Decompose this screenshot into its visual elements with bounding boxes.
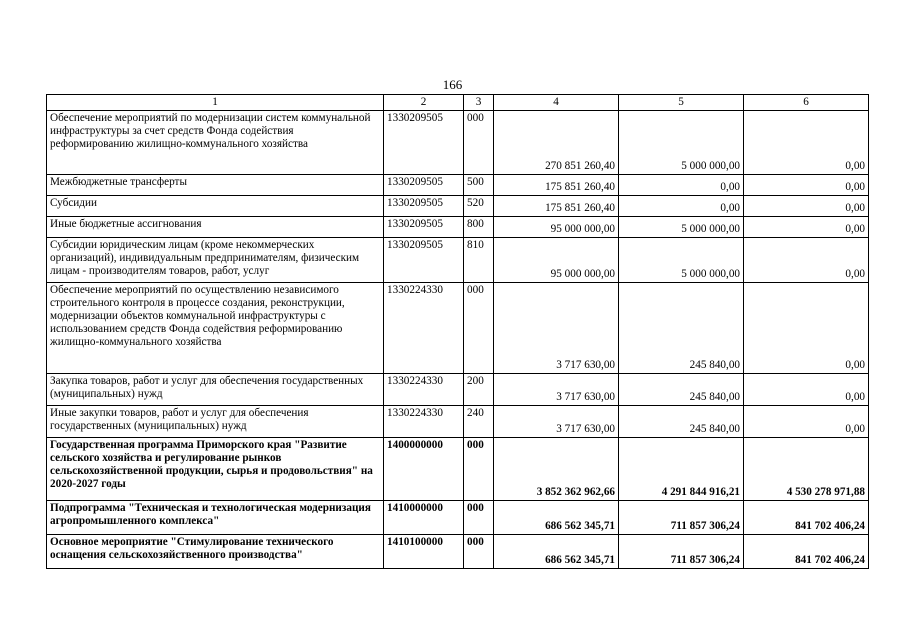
amount-col-6: 0,00 xyxy=(744,374,869,406)
amount-col-5: 4 291 844 916,21 xyxy=(619,438,744,501)
target-article-code: 1330209505 xyxy=(384,111,464,175)
column-header: 6 xyxy=(744,95,869,111)
row-name: Субсидии юридическим лицам (кроме некоммерческих организаций), индивидуальным предпринимателям, физическим лицам - производителям товаров, работ, услуг xyxy=(47,238,384,283)
amount-col-4: 3 717 630,00 xyxy=(494,406,619,438)
column-header: 4 xyxy=(494,95,619,111)
target-article-code: 1410100000 xyxy=(384,535,464,569)
amount-col-6: 841 702 406,24 xyxy=(744,501,869,535)
target-article-code: 1410000000 xyxy=(384,501,464,535)
amount-col-5: 711 857 306,24 xyxy=(619,535,744,569)
amount-col-5: 245 840,00 xyxy=(619,283,744,374)
page-number: 166 xyxy=(442,77,463,92)
expense-type-code: 000 xyxy=(464,535,494,569)
row-name: Иные бюджетные ассигнования xyxy=(47,217,384,238)
row-name: Обеспечение мероприятий по осуществлению независимого строительного контроля в процессе создания, реконструкции, модернизации объектов коммунальной инфраструктуры с использованием средств Фонда содействия реформированию жилищно-коммунального хозяйства xyxy=(47,283,384,374)
amount-col-5: 0,00 xyxy=(619,175,744,196)
row-name: Основное мероприятие "Стимулирование технического оснащения сельскохозяйственного производства" xyxy=(47,535,384,569)
target-article-code: 1330209505 xyxy=(384,196,464,217)
amount-col-6: 0,00 xyxy=(744,175,869,196)
target-article-code: 1330209505 xyxy=(384,217,464,238)
target-article-code: 1330224330 xyxy=(384,374,464,406)
row-name: Межбюджетные трансферты xyxy=(47,175,384,196)
table-row xyxy=(47,535,869,569)
amount-col-5: 5 000 000,00 xyxy=(619,238,744,283)
column-header: 5 xyxy=(619,95,744,111)
table-row xyxy=(47,406,869,438)
amount-col-6: 4 530 278 971,88 xyxy=(744,438,869,501)
amount-col-6: 0,00 xyxy=(744,196,869,217)
expense-type-code: 000 xyxy=(464,501,494,535)
amount-col-5: 5 000 000,00 xyxy=(619,111,744,175)
amount-col-5: 0,00 xyxy=(619,196,744,217)
row-name: Закупка товаров, работ и услуг для обеспечения государственных (муниципальных) нужд xyxy=(47,374,384,406)
amount-col-4: 270 851 260,40 xyxy=(494,111,619,175)
header-row xyxy=(47,95,869,111)
expense-type-code: 000 xyxy=(464,438,494,501)
amount-col-5: 5 000 000,00 xyxy=(619,217,744,238)
row-name: Обеспечение мероприятий по модернизации систем коммунальной инфраструктуры за счет средств Фонда содействия реформированию жилищно-коммунального хозяйства xyxy=(47,111,384,175)
amount-col-4: 3 852 362 962,66 xyxy=(494,438,619,501)
column-header: 3 xyxy=(464,95,494,111)
amount-col-4: 175 851 260,40 xyxy=(494,175,619,196)
table-row xyxy=(47,501,869,535)
table-row xyxy=(47,175,869,196)
row-name: Государственная программа Приморского края "Развитие сельского хозяйства и регулирование рынков сельскохозяйственной продукции, сырья и продовольствия" на 2020-2027 годы xyxy=(47,438,384,501)
amount-col-6: 0,00 xyxy=(744,111,869,175)
expense-type-code: 200 xyxy=(464,374,494,406)
target-article-code: 1330224330 xyxy=(384,283,464,374)
column-header: 1 xyxy=(47,95,384,111)
amount-col-5: 245 840,00 xyxy=(619,406,744,438)
amount-col-6: 0,00 xyxy=(744,217,869,238)
table-row xyxy=(47,196,869,217)
amount-col-4: 175 851 260,40 xyxy=(494,196,619,217)
amount-col-4: 95 000 000,00 xyxy=(494,238,619,283)
amount-col-4: 686 562 345,71 xyxy=(494,535,619,569)
row-name: Субсидии xyxy=(47,196,384,217)
amount-col-6: 0,00 xyxy=(744,406,869,438)
table-row xyxy=(47,283,869,374)
amount-col-5: 711 857 306,24 xyxy=(619,501,744,535)
budget-table xyxy=(46,94,869,569)
expense-type-code: 500 xyxy=(464,175,494,196)
amount-col-4: 95 000 000,00 xyxy=(494,217,619,238)
amount-col-4: 3 717 630,00 xyxy=(494,374,619,406)
target-article-code: 1330209505 xyxy=(384,175,464,196)
table-row xyxy=(47,111,869,175)
row-name: Иные закупки товаров, работ и услуг для обеспечения государственных (муниципальных) нужд xyxy=(47,406,384,438)
table-row xyxy=(47,217,869,238)
table-row xyxy=(47,438,869,501)
column-header: 2 xyxy=(384,95,464,111)
expense-type-code: 810 xyxy=(464,238,494,283)
amount-col-4: 3 717 630,00 xyxy=(494,283,619,374)
expense-type-code: 800 xyxy=(464,217,494,238)
row-name: Подпрограмма "Техническая и технологическая модернизация агропромышленного комплекса" xyxy=(47,501,384,535)
target-article-code: 1400000000 xyxy=(384,438,464,501)
expense-type-code: 520 xyxy=(464,196,494,217)
expense-type-code: 000 xyxy=(464,283,494,374)
amount-col-5: 245 840,00 xyxy=(619,374,744,406)
amount-col-6: 0,00 xyxy=(744,238,869,283)
amount-col-4: 686 562 345,71 xyxy=(494,501,619,535)
table-row xyxy=(47,238,869,283)
expense-type-code: 000 xyxy=(464,111,494,175)
expense-type-code: 240 xyxy=(464,406,494,438)
amount-col-6: 841 702 406,24 xyxy=(744,535,869,569)
table-row xyxy=(47,374,869,406)
amount-col-6: 0,00 xyxy=(744,283,869,374)
target-article-code: 1330209505 xyxy=(384,238,464,283)
target-article-code: 1330224330 xyxy=(384,406,464,438)
